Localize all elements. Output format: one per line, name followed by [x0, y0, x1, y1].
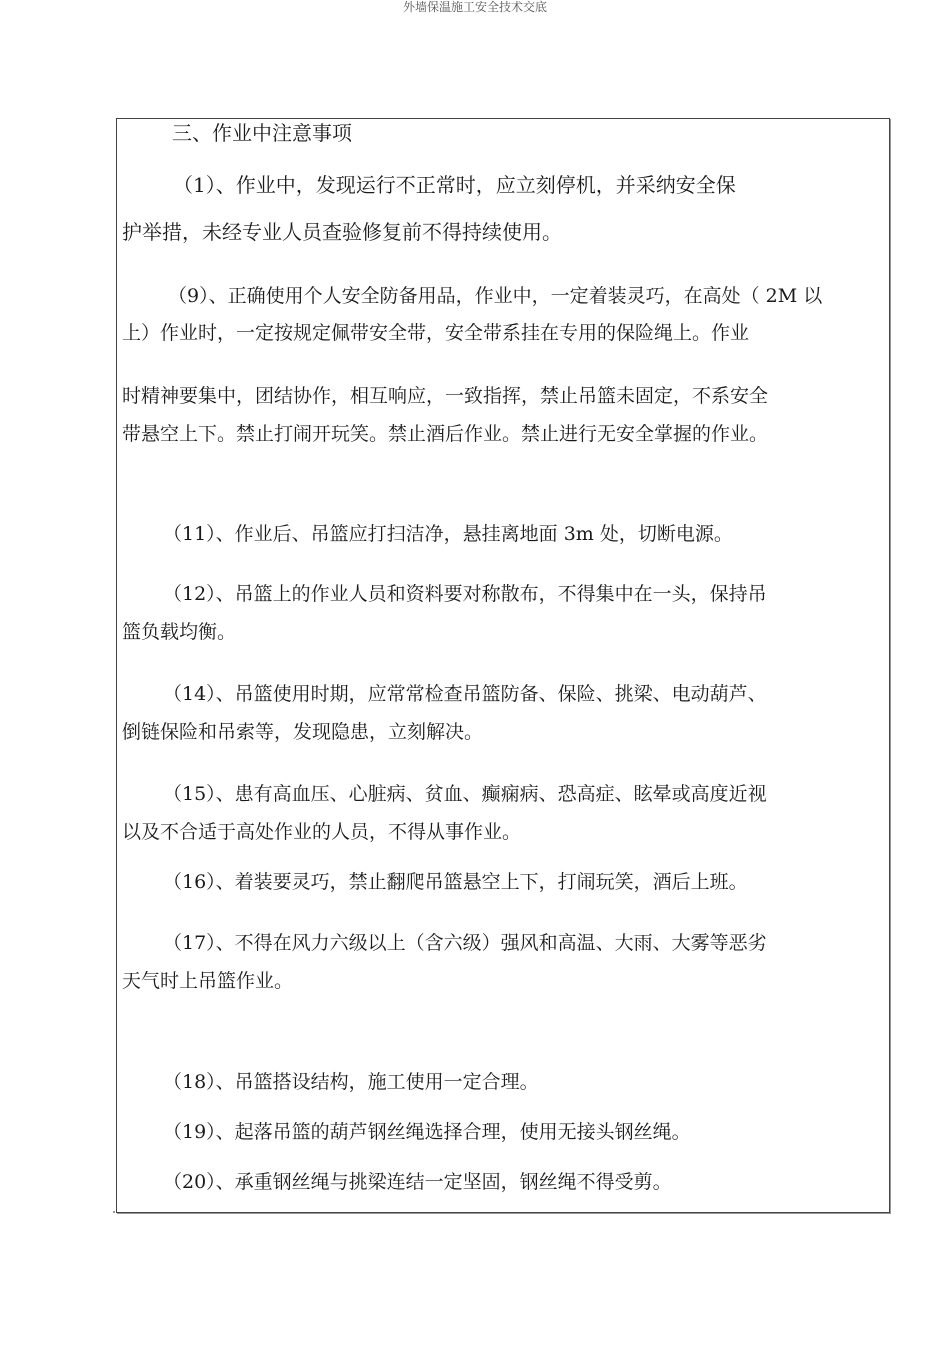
item-1-line-1: （1）、作业中，发现运行不正常时，应立刻停机，并采纳安全保 — [173, 173, 736, 197]
item-17-line-1: （17）、不得在风力六级以上（含六级）强风和高温、大雨、大雾等恶劣 — [163, 932, 767, 954]
item-17-line-2: 天气时上吊篮作业。 — [122, 970, 294, 992]
item-9-line-2: 上）作业时，一定按规定佩带安全带，安全带系挂在专用的保险绳上。作业 — [122, 322, 750, 344]
content-table-cell — [116, 118, 890, 1213]
page-header-title: 外墙保温施工安全技术交底 — [402, 0, 547, 14]
item-9-line-1: （9）、正确使用个人安全防备用品，作业中，一定着装灵巧，在高处（ 2M 以 — [168, 285, 823, 307]
item-1-line-2: 护举措，未经专业人员查验修复前不得持续使用。 — [122, 220, 562, 244]
item-11-line-1: （11）、作业后、吊篮应打扫洁净，悬挂离地面 3m 处，切断电源。 — [163, 523, 733, 545]
item-15-line-1: （15）、患有高血压、心脏病、贫血、癫痫病、恐高症、眩晕或高度近视 — [163, 783, 767, 805]
corner-mark — [113, 1211, 115, 1213]
item-9-line-3: 时精神要集中，团结协作，相互响应，一致指挥，禁止吊篮未固定，不系安全 — [122, 385, 769, 407]
item-12-line-2: 篮负载均衡。 — [122, 621, 237, 643]
item-16-line-1: （16）、着装要灵巧，禁止翻爬吊篮悬空上下，打闹玩笑，酒后上班。 — [163, 871, 748, 893]
item-12-line-1: （12）、吊篮上的作业人员和资料要对称散布，不得集中在一头，保持吊 — [163, 583, 767, 605]
item-20-line-1: （20）、承重钢丝绳与挑梁连结一定坚固，钢丝绳不得受剪。 — [163, 1171, 672, 1193]
item-14-line-1: （14）、吊篮使用时期，应常常检查吊篮防备、保险、挑梁、电动葫芦、 — [163, 683, 767, 705]
item-15-line-2: 以及不合适于高处作业的人员，不得从事作业。 — [122, 821, 522, 843]
section-title: 三、作业中注意事项 — [172, 121, 352, 145]
item-18-line-1: （18）、吊篮搭设结构，施工使用一定合理。 — [163, 1071, 539, 1093]
item-14-line-2: 倒链保险和吊索等，发现隐患，立刻解决。 — [122, 721, 484, 743]
item-9-line-4: 带悬空上下。禁止打闹开玩笑。禁止酒后作业。禁止进行无安全掌握的作业。 — [122, 423, 769, 445]
item-19-line-1: （19）、起落吊篮的葫芦钢丝绳选择合理，使用无接头钢丝绳。 — [163, 1121, 691, 1143]
